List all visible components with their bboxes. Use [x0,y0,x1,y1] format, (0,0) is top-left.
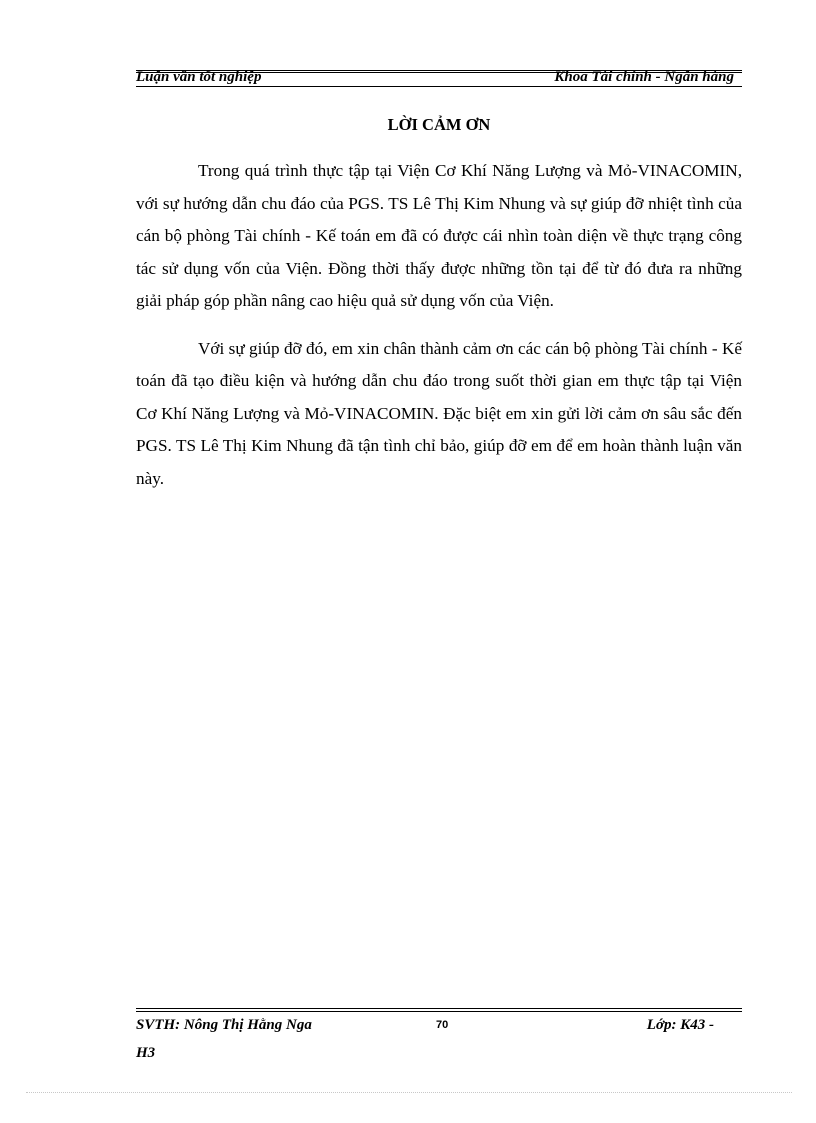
page-title: LỜI CẢM ƠN [387,115,491,134]
header-thesis-label: Luận văn tốt nghiệp [136,69,262,85]
footer-class: Lớp: K43 - [646,1017,714,1033]
header-faculty-label: Khoa Tài chính - Ngân hàng [554,69,734,85]
page-number: 70 [436,1019,449,1031]
paragraph-1: Trong quá trình thực tập tại Viện Cơ Khí Năng Lượng và Mỏ-VINACOMIN, với sự hướng dẫn chu đáo của PGS. TS Lê Thị Kim Nhung và sự giúp đỡ nhiệt tình của cán bộ phòng Tài chính - Kế toán em đã có được cái nhìn toàn diện về thực trạng công tác sử dụng vốn của Viện. Đồng thời thấy được những tồn tại để từ đó đưa ra những giải pháp góp phần nâng cao hiệu quả sử dụng vốn của Viện. [136,161,742,310]
footer-author: SVTH: Nông Thị Hằng Nga [136,1017,312,1033]
header-rule-bottom [136,86,742,87]
footer-rule-top [136,1008,742,1009]
paragraph-2: Với sự giúp đỡ đó, em xin chân thành cảm ơn các cán bộ phòng Tài chính - Kế toán đã tạo điều kiện và hướng dẫn chu đáo trong suốt thời gian em thực tập tại Viện Cơ Khí Năng Lượng và Mỏ-VINACOMIN. Đặc biệt em xin gửi lời cảm ơn sâu sắc đến PGS. TS Lê Thị Kim Nhung đã tận tình chỉ bảo, giúp đỡ em để em hoàn thành luận văn này. [136,338,742,488]
page-edge-divider [26,1092,792,1093]
header-rule-top [136,70,742,71]
header-rule-top-double [136,72,742,73]
body-text [136,155,742,510]
page-footer [136,1012,742,1072]
footer-class-continued: H3 [136,1045,156,1061]
